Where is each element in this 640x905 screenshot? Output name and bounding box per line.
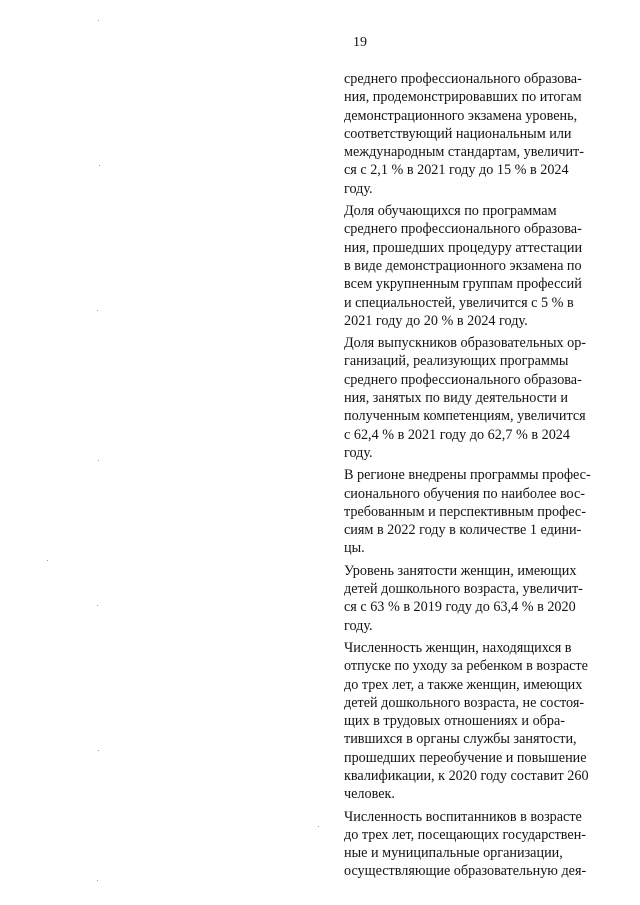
paragraph: Численность воспитанников в возрасте до трех лет, посещающих государствен- ные и муниципальные организации, осуществляющие образовательную дея-	[344, 808, 587, 880]
scan-speck	[318, 826, 319, 827]
scan-speck	[98, 460, 99, 461]
paragraph: В регионе внедрены программы профес- сионального обучения по наиболее вос- требованным и перспективным профес- сиям в 2022 году в количестве 1 едини- цы.	[344, 467, 591, 557]
scan-speck	[97, 880, 98, 881]
paragraph: Уровень занятости женщин, имеющих детей дошкольного возраста, увеличит- ся с 63 % в 2019 году до 63,4 % в 2020 году.	[344, 562, 583, 634]
paragraph: среднего профессионального образова- ния, продемонстрировавших по итогам демонстрационного экзамена уровень, соответствующий национальным или международным стандартам, увеличит- ся с 2,1 % в 2021 году до 15 % в 2024 году.	[344, 71, 584, 197]
paragraph: Доля обучающихся по программам среднего профессионального образова- ния, прошедших процедуру аттестации в виде демонстрационного экзамена по всем укрупненным группам профессий и специальностей, увеличится с 5 % в 2021 году до 20 % в 2024 году.	[344, 203, 583, 329]
page-number: 19	[353, 35, 367, 50]
scan-speck	[98, 20, 99, 21]
scan-speck	[97, 310, 98, 311]
scan-speck	[98, 750, 99, 751]
text-column	[344, 70, 612, 885]
paragraph: Доля выпускников образовательных ор- ганизаций, реализующих программы среднего профессионального образова- ния, занятых по виду деятельности и полученным компетенциям, увеличится с 62,4 % в 2021 году до 62,7 % в 2024 году.	[344, 335, 587, 461]
scan-speck	[47, 560, 48, 561]
scan-speck	[99, 165, 100, 166]
paragraph: Численность женщин, находящихся в отпуске по уходу за ребенком в возрасте до трех лет, а также женщин, имеющих детей дошкольного возраста, не состоя- щих в трудовых отношениях и обра- тившихся в органы службы занятости, прошедших переобучение и повышение квалификации, к 2020 году составит 260 человек.	[344, 639, 589, 803]
scan-speck	[97, 605, 98, 606]
